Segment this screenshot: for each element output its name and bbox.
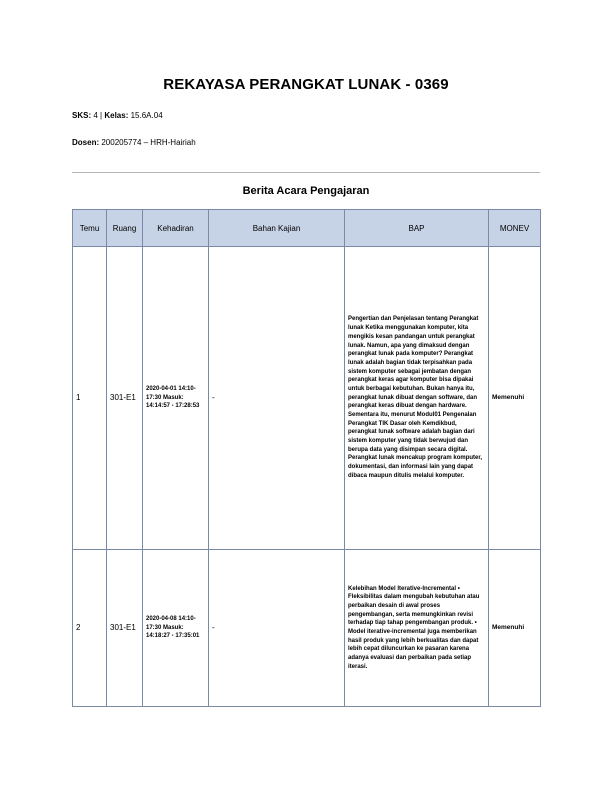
header-monev: MONEV xyxy=(489,210,541,247)
header-ruang: Ruang xyxy=(107,210,143,247)
sks-value: 4 xyxy=(93,111,98,120)
course-meta xyxy=(72,111,163,120)
table-row xyxy=(73,247,541,550)
bap-text: Pengertian dan Penjelasan tentang Perangkat lunak Ketika menggunakan komputer, kita mengikis kesan pandangan untuk perangkat lunak. Namun, apa yang dimaksud dengan perangkat lunak pada komputer? Perangkat lunak adalah bagian tidak terpisahkan pada sistem komputer sebagai jembatan dengan perangkat keras agar komputer bisa dipakai untuk berbagai kebutuhan. Bukan hanya itu, perangkat lunak dibuat dengan software, dan perangkat keras dibuat dengan hardware. Sementara itu, menurut Modul01 Pengenalan Perangkat TIK Dasar oleh Kemdikbud, perangkat lunak software adalah bagian dari sistem komputer yang tidak berwujud dan berupa data yang disimpan secara digital. Perangkat lunak mencakup program komputer, dokumentasi, dan informasi lain yang dapat dibaca maupun ditulis melalui komputer. xyxy=(348,316,483,479)
kelas-label: Kelas: xyxy=(104,111,129,120)
bap-text: Kelebihan Model Iterative-Incremental • Fleksibilitas dalam mengubah kebutuhan atau perbaikan desain di awal proses pengembangan, serta memungkinkan revisi terhadap tiap tahap pengembangan produk. • Model iterative-incremental juga memberikan hasil produk yang lebih berkualitas dan dapat lebih cepat diluncurkan ke pasaran karena adanya evaluasi dan perbaikan pada setiap iterasi. xyxy=(348,585,480,670)
cell-ruang: 301-E1 xyxy=(107,247,143,550)
header-bap: BAP xyxy=(345,210,489,247)
cell-bap xyxy=(345,247,489,550)
header-temu: Temu xyxy=(73,210,107,247)
lecturer-meta xyxy=(72,138,196,147)
cell-temu: 2 xyxy=(73,550,107,707)
cell-ruang: 301-E1 xyxy=(107,550,143,707)
cell-bahan-kajian: - xyxy=(209,247,345,550)
course-title: REKAYASA PERANGKAT LUNAK - 0369 xyxy=(163,76,449,93)
cell-monev: Memenuhi xyxy=(489,247,541,550)
cell-kehadiran: 2020-04-01 14:10-17:30 Masuk: 14:14:57 - 17:28:53 xyxy=(143,247,209,550)
table-row xyxy=(73,550,541,707)
kelas-value: 15.6A.04 xyxy=(130,111,163,120)
sks-label: SKS: xyxy=(72,111,92,120)
header-bahan-kajian: Bahan Kajian xyxy=(209,210,345,247)
cell-bahan-kajian: - xyxy=(209,550,345,707)
meta-separator: | xyxy=(100,111,103,120)
dosen-value: 200205774 – HRH-Hairiah xyxy=(101,138,196,147)
teaching-report-table xyxy=(72,209,541,707)
table-header-row xyxy=(73,210,541,247)
header-kehadiran: Kehadiran xyxy=(143,210,209,247)
horizontal-divider xyxy=(72,172,540,173)
section-title: Berita Acara Pengajaran xyxy=(242,185,370,197)
cell-monev: Memenuhi xyxy=(489,550,541,707)
cell-bap xyxy=(345,550,489,707)
dosen-label: Dosen: xyxy=(72,138,100,147)
cell-temu: 1 xyxy=(73,247,107,550)
cell-kehadiran: 2020-04-08 14:10-17:30 Masuk: 14:18:27 - 17:35:01 xyxy=(143,550,209,707)
